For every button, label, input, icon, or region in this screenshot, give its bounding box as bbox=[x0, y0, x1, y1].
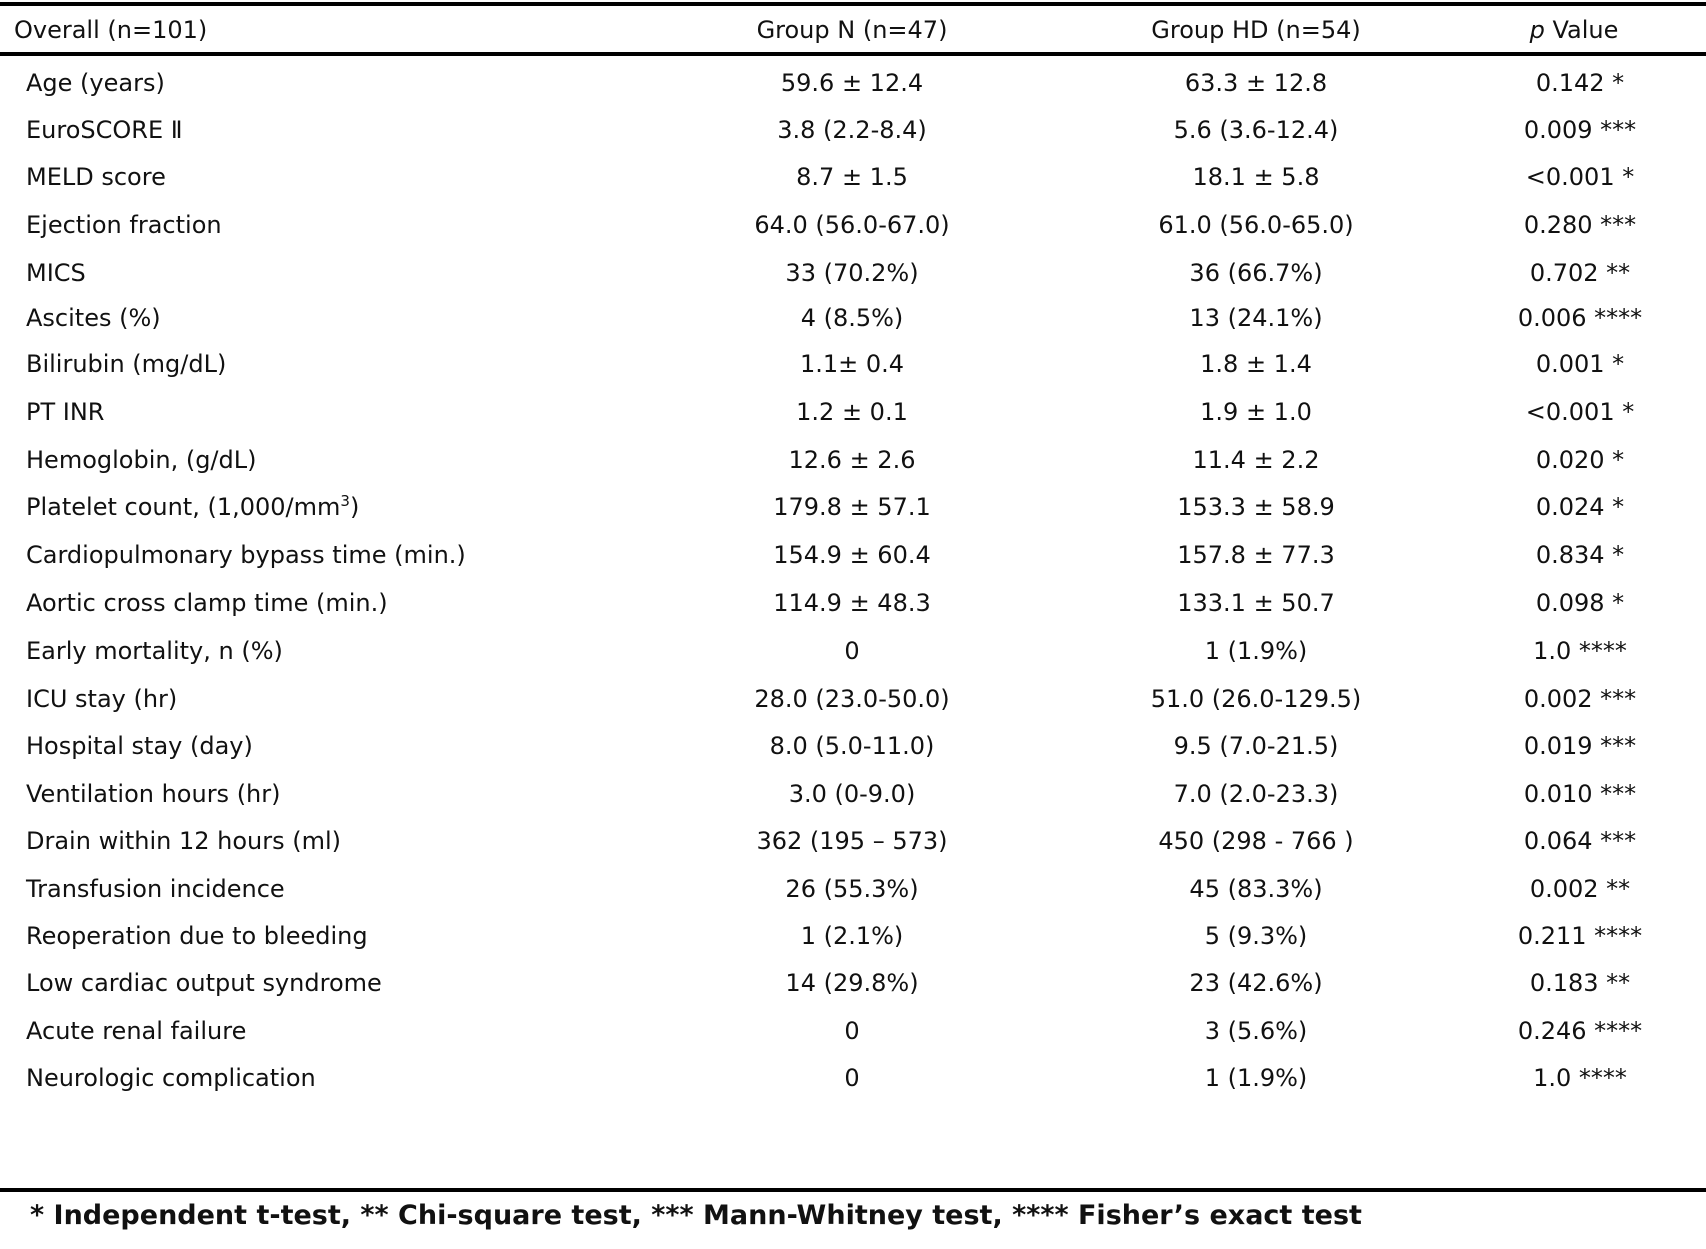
row-label bbox=[26, 530, 466, 581]
cell-group-hd: 7.0 (2.0-23.3) bbox=[1173, 780, 1339, 808]
cell-group-n: 8.7 ± 1.5 bbox=[796, 163, 908, 191]
cell-group-n: 1.2 ± 0.1 bbox=[796, 398, 908, 426]
cell-group-hd: 450 (298 - 766 ) bbox=[1158, 827, 1354, 855]
cell-p-value: <0.001 * bbox=[1525, 398, 1635, 426]
cell-group-hd: 1.8 ± 1.4 bbox=[1200, 350, 1312, 378]
table-row bbox=[0, 816, 1706, 867]
table-row bbox=[0, 578, 1706, 629]
cell-group-n: 1.1± 0.4 bbox=[799, 350, 905, 378]
cell-p-value: 0.702 ** bbox=[1529, 259, 1631, 287]
cell-group-hd: 13 (24.1%) bbox=[1189, 304, 1323, 332]
table-bottom-rule bbox=[0, 1188, 1706, 1192]
row-label-text: Neurologic complication bbox=[26, 1064, 316, 1092]
cell-p-value: 1.0 **** bbox=[1533, 637, 1627, 665]
cell-p-value: 0.064 *** bbox=[1523, 827, 1637, 855]
table-row bbox=[0, 958, 1706, 1009]
row-label bbox=[26, 387, 104, 438]
cell-group-n: 59.6 ± 12.4 bbox=[780, 69, 924, 97]
row-label bbox=[26, 578, 388, 629]
cell-p-value: 0.142 * bbox=[1535, 69, 1625, 97]
cell-group-hd: 157.8 ± 77.3 bbox=[1177, 541, 1335, 569]
cell-group-n: 28.0 (23.0-50.0) bbox=[754, 685, 950, 713]
cell-p-value: 0.098 * bbox=[1535, 589, 1625, 617]
cell-p-value: 0.183 ** bbox=[1529, 969, 1631, 997]
row-label bbox=[26, 200, 222, 251]
cell-p-value: 0.019 *** bbox=[1523, 732, 1637, 760]
row-label-text: Platelet count, (1,000/mm bbox=[26, 493, 341, 521]
row-label-text: EuroSCORE Ⅱ bbox=[26, 116, 183, 144]
row-label bbox=[26, 626, 283, 677]
table-row bbox=[0, 864, 1706, 915]
cell-p-value: 0.002 *** bbox=[1523, 685, 1637, 713]
table-row bbox=[0, 626, 1706, 677]
row-label-text: Early mortality, n (%) bbox=[26, 637, 283, 665]
cell-group-n: 4 (8.5%) bbox=[800, 304, 904, 332]
table-row bbox=[0, 387, 1706, 438]
cell-p-value: 0.020 * bbox=[1535, 446, 1625, 474]
cell-group-n: 12.6 ± 2.6 bbox=[788, 446, 916, 474]
table-row bbox=[0, 293, 1706, 344]
row-label-text: Age (years) bbox=[26, 69, 165, 97]
cell-group-hd: 5 (9.3%) bbox=[1204, 922, 1308, 950]
cell-group-n: 14 (29.8%) bbox=[785, 969, 919, 997]
row-label-text: MELD score bbox=[26, 163, 166, 191]
row-label-superscript: 3 bbox=[340, 492, 350, 510]
row-label bbox=[26, 911, 368, 962]
table-row bbox=[0, 152, 1706, 203]
cell-group-n: 64.0 (56.0-67.0) bbox=[754, 211, 950, 239]
cell-group-n: 154.9 ± 60.4 bbox=[773, 541, 931, 569]
cell-group-n: 8.0 (5.0-11.0) bbox=[769, 732, 935, 760]
row-label-tail: ) bbox=[349, 493, 360, 521]
row-label bbox=[26, 435, 256, 486]
table-row bbox=[0, 721, 1706, 772]
row-label-text: MICS bbox=[26, 259, 86, 287]
table-row bbox=[0, 200, 1706, 251]
cell-group-hd: 133.1 ± 50.7 bbox=[1177, 589, 1335, 617]
row-label bbox=[26, 58, 165, 109]
cell-group-hd: 23 (42.6%) bbox=[1189, 969, 1323, 997]
cell-group-hd: 36 (66.7%) bbox=[1189, 259, 1323, 287]
row-label bbox=[26, 864, 285, 915]
row-label-text: Drain within 12 hours (ml) bbox=[26, 827, 342, 855]
cell-p-value: 0.024 * bbox=[1535, 493, 1625, 521]
cell-group-hd: 3 (5.6%) bbox=[1204, 1017, 1308, 1045]
cell-group-n: 0 bbox=[844, 637, 860, 665]
row-label-text: Ascites (%) bbox=[26, 304, 161, 332]
cell-p-value: <0.001 * bbox=[1525, 163, 1635, 191]
table-top-rule bbox=[0, 2, 1706, 6]
header-p-value bbox=[1424, 8, 1706, 52]
table-row bbox=[0, 530, 1706, 581]
row-label bbox=[26, 1006, 246, 1057]
cell-p-value: 0.010 *** bbox=[1523, 780, 1637, 808]
table-row bbox=[0, 1053, 1706, 1104]
table-row bbox=[0, 1006, 1706, 1057]
row-label-text: Cardiopulmonary bypass time (min.) bbox=[26, 541, 466, 569]
row-label bbox=[26, 769, 281, 820]
cell-group-n: 26 (55.3%) bbox=[785, 875, 919, 903]
table-row bbox=[0, 482, 1706, 533]
row-label-text: Ventilation hours (hr) bbox=[26, 780, 281, 808]
table-row bbox=[0, 911, 1706, 962]
row-label-text: Hospital stay (day) bbox=[26, 732, 253, 760]
cell-p-value: 0.834 * bbox=[1535, 541, 1625, 569]
row-label bbox=[26, 816, 341, 867]
cell-group-hd: 1 (1.9%) bbox=[1204, 637, 1308, 665]
row-label bbox=[26, 248, 86, 299]
row-label-text: Ejection fraction bbox=[26, 211, 222, 239]
row-label-text: PT INR bbox=[26, 398, 105, 426]
cell-p-value: 0.001 * bbox=[1535, 350, 1625, 378]
cell-p-value: 0.246 **** bbox=[1517, 1017, 1643, 1045]
row-label-text: Transfusion incidence bbox=[26, 875, 285, 903]
cell-group-hd: 18.1 ± 5.8 bbox=[1192, 163, 1320, 191]
row-label bbox=[26, 293, 161, 344]
header-group-n: Group N (n=47) bbox=[756, 16, 948, 44]
row-label bbox=[26, 1053, 316, 1104]
cell-group-hd: 45 (83.3%) bbox=[1189, 875, 1323, 903]
cell-group-n: 362 (195 – 573) bbox=[756, 827, 948, 855]
header-group-hd: Group HD (n=54) bbox=[1151, 16, 1361, 44]
cell-group-n: 179.8 ± 57.1 bbox=[773, 493, 931, 521]
table-row bbox=[0, 769, 1706, 820]
table-row bbox=[0, 339, 1706, 390]
row-label bbox=[26, 482, 359, 533]
cell-group-n: 0 bbox=[844, 1064, 860, 1092]
row-label-text: Low cardiac output syndrome bbox=[26, 969, 382, 997]
cell-group-n: 114.9 ± 48.3 bbox=[773, 589, 931, 617]
table-row bbox=[0, 435, 1706, 486]
row-label-text: ICU stay (hr) bbox=[26, 685, 178, 713]
table-header-row bbox=[0, 8, 1706, 52]
table-row bbox=[0, 58, 1706, 109]
cell-group-hd: 61.0 (56.0-65.0) bbox=[1158, 211, 1354, 239]
cell-group-hd: 1 (1.9%) bbox=[1204, 1064, 1308, 1092]
header-p-word: Value bbox=[1544, 16, 1619, 44]
table-row bbox=[0, 674, 1706, 725]
table-footnote: * Independent t-test, ** Chi-square test, *** Mann-Whitney test, **** Fisher’s exact test bbox=[30, 1200, 1362, 1231]
cell-p-value: 0.002 ** bbox=[1529, 875, 1631, 903]
cell-group-hd: 51.0 (26.0-129.5) bbox=[1150, 685, 1362, 713]
cell-p-value: 0.280 *** bbox=[1523, 211, 1637, 239]
cell-p-value: 0.006 **** bbox=[1517, 304, 1643, 332]
row-label-text: Aortic cross clamp time (min.) bbox=[26, 589, 388, 617]
row-label-text: Acute renal failure bbox=[26, 1017, 247, 1045]
row-label bbox=[26, 339, 226, 390]
row-label-text: Bilirubin (mg/dL) bbox=[26, 350, 227, 378]
header-overall: Overall (n=101) bbox=[14, 16, 208, 44]
table-row bbox=[0, 248, 1706, 299]
row-label-text: Hemoglobin, (g/dL) bbox=[26, 446, 257, 474]
row-label bbox=[26, 958, 382, 1009]
cell-group-n: 33 (70.2%) bbox=[785, 259, 919, 287]
cell-group-hd: 5.6 (3.6-12.4) bbox=[1173, 116, 1339, 144]
row-label bbox=[26, 674, 177, 725]
cell-group-n: 3.8 (2.2-8.4) bbox=[777, 116, 927, 144]
header-p-letter: p bbox=[1529, 16, 1545, 44]
cell-group-hd: 9.5 (7.0-21.5) bbox=[1173, 732, 1339, 760]
cell-group-hd: 11.4 ± 2.2 bbox=[1192, 446, 1320, 474]
cell-group-hd: 1.9 ± 1.0 bbox=[1200, 398, 1312, 426]
cell-p-value: 1.0 **** bbox=[1533, 1064, 1627, 1092]
table-header-rule bbox=[0, 52, 1706, 56]
row-label bbox=[26, 152, 166, 203]
cell-group-n: 1 (2.1%) bbox=[800, 922, 904, 950]
row-label bbox=[26, 105, 183, 156]
cell-group-n: 0 bbox=[844, 1017, 860, 1045]
cell-group-hd: 153.3 ± 58.9 bbox=[1177, 493, 1335, 521]
cell-p-value: 0.009 *** bbox=[1523, 116, 1637, 144]
table-row bbox=[0, 105, 1706, 156]
cell-p-value: 0.211 **** bbox=[1517, 922, 1643, 950]
cell-group-n: 3.0 (0-9.0) bbox=[788, 780, 916, 808]
cell-group-hd: 63.3 ± 12.8 bbox=[1184, 69, 1328, 97]
row-label-text: Reoperation due to bleeding bbox=[26, 922, 368, 950]
row-label bbox=[26, 721, 253, 772]
